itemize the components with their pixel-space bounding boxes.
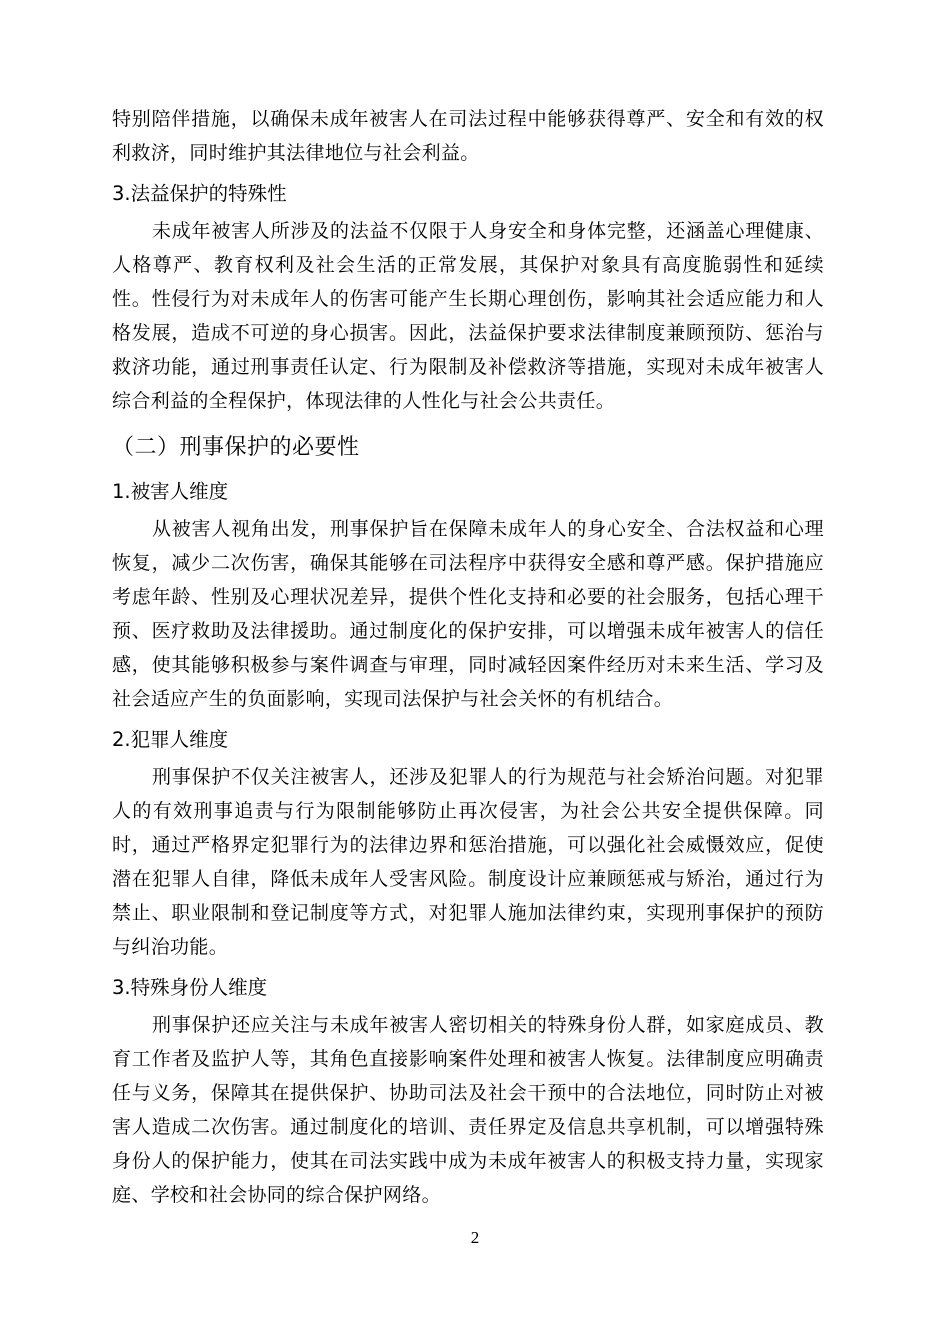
paragraph-legal-interest: 未成年被害人所涉及的法益不仅限于人身安全和身体完整，还涵盖心理健康、人格尊严、教育权利及社会生活的正常发展，其保护对象具有高度脆弱性和延续性。性侵行为对未成年人的伤害可能产生长期心理创伤，影响其社会适应能力和人格发展，造成不可逆的身心损害。因此，法益保护要求法律制度兼顾预防、惩治与救济功能，通过刑事责任认定、行为限制及补偿救济等措施，实现对未成年被害人综合利益的全程保护，体现法律的人性化与社会公共责任。 — [112, 220, 824, 412]
subheading-offender: 2.犯罪人维度 — [112, 728, 229, 751]
paragraph-victim: 从被害人视角出发，刑事保护旨在保障未成年人的身心安全、合法权益和心理恢复，减少二次伤害，确保其能够在司法程序中获得安全感和尊严感。保护措施应考虑年龄、性别及心理状况差异，提供个性化支持和必要的社会服务，包括心理干预、医疗救助及法律援助。通过制度化的保护安排，可以增强未成年被害人的信任感，使其能够积极参与案件调查与审理，同时减轻因案件经历对未来生活、学习及社会适应产生的负面影响，实现司法保护与社会关怀的有机结合。 — [112, 518, 824, 710]
section-heading-legal-interest: 3.法益保护的特殊性 — [112, 182, 287, 205]
subheading-special-identity: 3.特殊身份人维度 — [112, 976, 268, 999]
paragraph-special-identity: 刑事保护还应关注与未成年被害人密切相关的特殊身份人群，如家庭成员、教育工作者及监护人等，其角色直接影响案件处理和被害人恢复。法律制度应明确责任与义务，保障其在提供保护、协助司法及社会干预中的合法地位，同时防止对被害人造成二次伤害。通过制度化的培训、责任界定及信息共享机制，可以增强特殊身份人的保护能力，使其在司法实践中成为未成年被害人的积极支持力量，实现家庭、学校和社会协同的综合保护网络。 — [112, 1014, 824, 1206]
document-body — [112, 102, 824, 1212]
continuation-paragraph: 特别陪伴措施，以确保未成年被害人在司法过程中能够获得尊严、安全和有效的权利救济，同时维护其法律地位与社会利益。 — [112, 108, 824, 164]
subheading-victim: 1.被害人维度 — [112, 480, 229, 503]
page-number: 2 — [470, 1228, 480, 1247]
section-heading-criminal-protection: （二）刑事保护的必要性 — [112, 435, 360, 460]
paragraph-offender: 刑事保护不仅关注被害人，还涉及犯罪人的行为规范与社会矫治问题。对犯罪人的有效刑事追责与行为限制能够防止再次侵害，为社会公共安全提供保障。同时，通过严格界定犯罪行为的法律边界和惩治措施，可以强化社会威慑效应，促使潜在犯罪人自律，降低未成年人受害风险。制度设计应兼顾惩戒与矫治，通过行为禁止、职业限制和登记制度等方式，对犯罪人施加法律约束，实现刑事保护的预防与纠治功能。 — [112, 766, 824, 958]
